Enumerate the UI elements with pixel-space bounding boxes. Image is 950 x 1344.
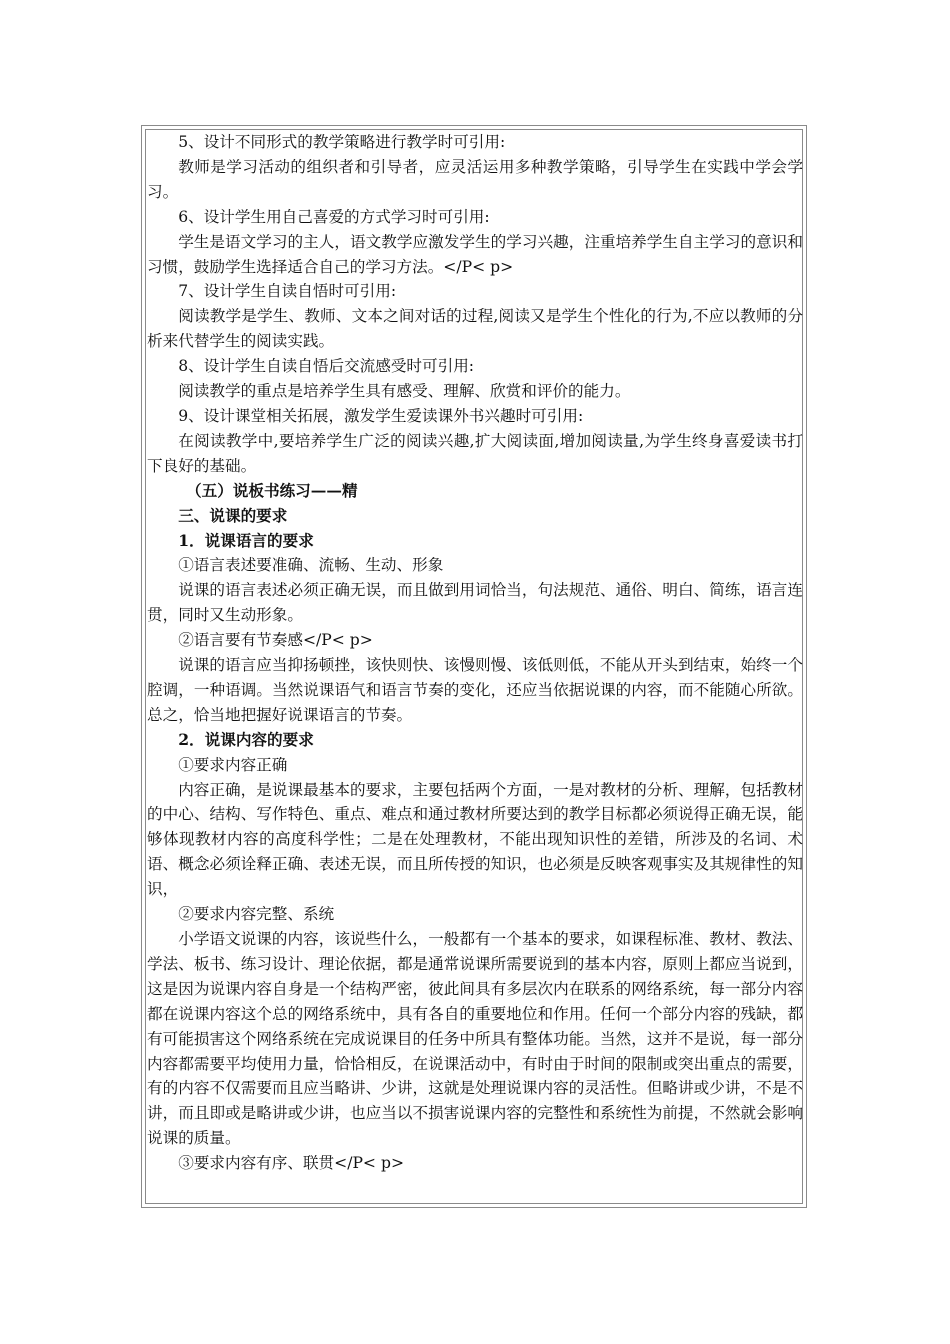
content-point-2-heading: ②要求内容完整、系统 bbox=[178, 905, 335, 924]
point-1-heading: ①语言表述要准确、流畅、生动、形象 bbox=[178, 556, 444, 575]
item-7-body: 阅读教学是学生、教师、文本之间对话的过程,阅读又是学生个性化的行为,不应以教师的分析来代替学生的阅读实践。 bbox=[147, 307, 803, 351]
section-5-heading: （五）说板书练习——精 bbox=[186, 480, 358, 500]
item-8-heading: 8、设计学生自读自悟后交流感受时可引用: bbox=[178, 357, 475, 376]
item-6-body: 学生是语文学习的主人，语文教学应激发学生的学习兴趣，注重培养学生自主学习的意识和习惯，鼓励学生选择适合自己的学习方法。</P< p> bbox=[147, 232, 803, 276]
content-point-2-body: 小学语文说课的内容，该说些什么，一般都有一个基本的要求，如课程标准、教材、教法、学法、板书、练习设计、理论依据，都是通常说课所需要说到的基本内容，原则上都应当说到，这是因为说课内容自身是一个结构严密，彼此间具有多层次内在联系的网络系统，每一部分内容都在说课内容这个总的网络系统中，具有各自的重要地位和作用。任何一个部分内容的残缺，都有可能损害这个网络系统在完成说课目的任务中所具有整体功能。当然，这并不是说，每一部分内容都需要平均使用力量，恰恰相反，在说课活动中，有时由于时间的限制或突出重点的需要，有的内容不仅需要而且应当略讲、少讲，这就是处理说课内容的灵活性。但略讲或少讲，不是不讲，而且即或是略讲或少讲，也应当以不损害说课内容的完整性和系统性为前提，不然就会影响说课的质量。 bbox=[147, 930, 803, 1148]
point-1-body: 说课的语言表述必须正确无误，而且做到用词恰当，句法规范、通俗、明白、简练，语言连贯，同时又生动形象。 bbox=[147, 581, 803, 625]
content-point-3-heading: ③要求内容有序、联贯</P< p> bbox=[178, 1154, 405, 1173]
item-9-body: 在阅读教学中,要培养学生广泛的阅读兴趣,扩大阅读面,增加阅读量,为学生终身喜爱读书打下良好的基础。 bbox=[147, 431, 803, 475]
item-7-heading: 7、设计学生自读自悟时可引用: bbox=[178, 282, 397, 301]
item-5-heading: 5、设计不同形式的教学策略进行教学时可引用: bbox=[178, 133, 506, 151]
subsection-2-heading: 2．说课内容的要求 bbox=[178, 729, 314, 749]
content-point-1-heading: ①要求内容正确 bbox=[178, 755, 288, 774]
subsection-1-heading: 1．说课语言的要求 bbox=[178, 530, 314, 550]
item-6-heading: 6、设计学生用自己喜爱的方式学习时可引用: bbox=[178, 207, 490, 226]
point-2-heading: ②语言要有节奏感</P< p> bbox=[178, 631, 373, 650]
item-9-heading: 9、设计课堂相关拓展，激发学生爱读课外书兴趣时可引用: bbox=[178, 406, 584, 425]
document-body bbox=[147, 130, 803, 1176]
item-5-body: 教师是学习活动的组织者和引导者，应灵活运用多种教学策略，引导学生在实践中学会学习。 bbox=[147, 157, 803, 201]
item-8-body: 阅读教学的重点是培养学生具有感受、理解、欣赏和评价的能力。 bbox=[178, 382, 631, 401]
point-2-body: 说课的语言应当抑扬顿挫，该快则快、该慢则慢、该低则低，不能从开头到结束，始终一个腔调，一种语调。当然说课语气和语言节奏的变化，还应当依据说课的内容，而不能随心所欲。总之，恰当地把握好说课语言的节奏。 bbox=[147, 656, 803, 724]
content-point-1-body: 内容正确，是说课最基本的要求，主要包括两个方面，一是对教材的分析、理解，包括教材的中心、结构、写作特色、重点、难点和通过教材所要达到的教学目标都必须说得正确无误，能够体现教材内容的高度科学性；二是在处理教材，不能出现知识性的差错，所涉及的名词、术语、概念必须诠释正确、表述无误，而且所传授的知识，也必须是反映客观事实及其规律性的知识， bbox=[147, 780, 803, 899]
chapter-3-heading: 三、说课的要求 bbox=[178, 505, 288, 525]
